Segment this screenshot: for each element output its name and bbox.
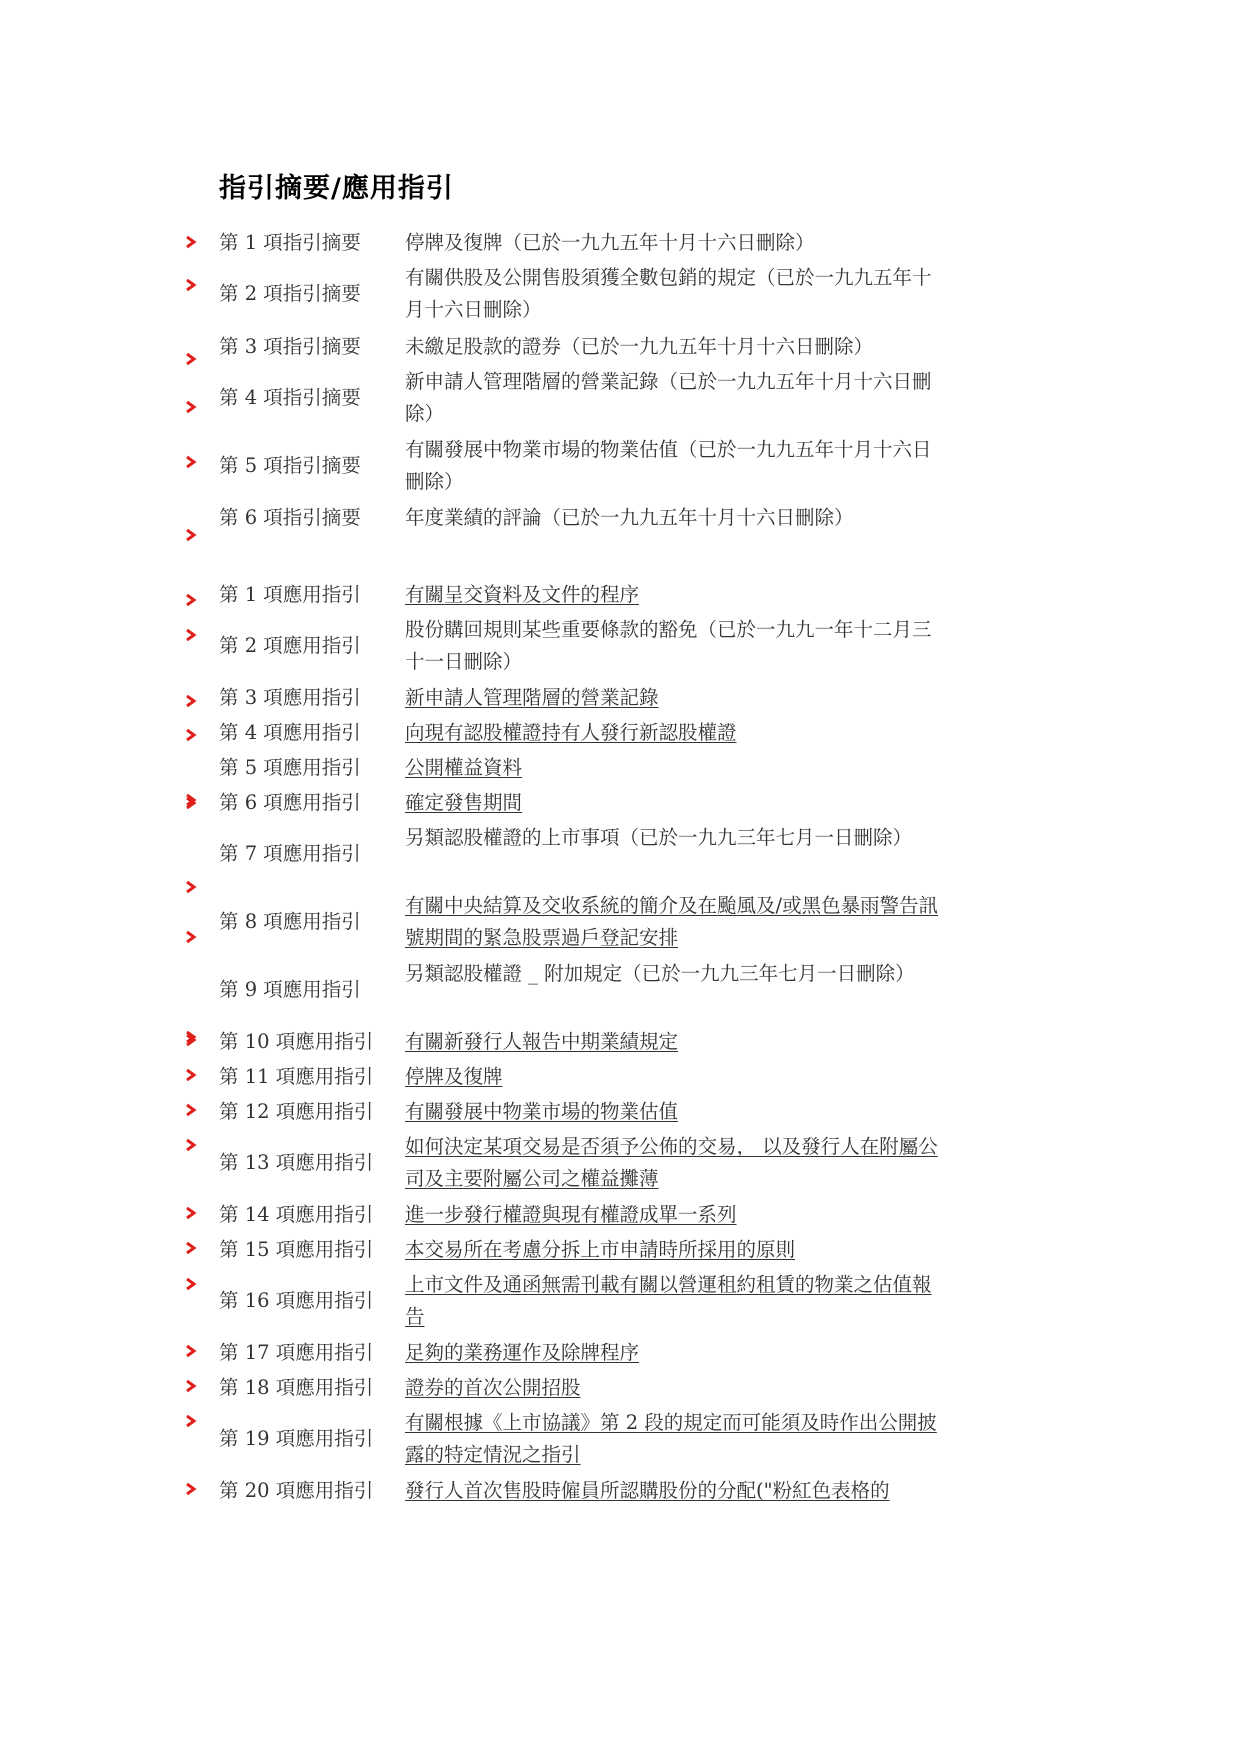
bullet-chevron-icon (184, 1206, 198, 1220)
item-description: 有關供股及公開售股須獲全數包銷的規定（已於一九九五年十月十六日刪除） (405, 266, 932, 321)
item-number: 第 6 項指引摘要 (219, 506, 361, 529)
item-link[interactable]: 新申請人管理階層的營業記錄 (405, 686, 659, 709)
bullet-chevron-icon (184, 1482, 198, 1496)
bullet-chevron-icon (184, 1379, 198, 1393)
item-description: 另類認股權證的上市事項（已於一九九三年七月一日刪除） (405, 826, 913, 849)
practice-note-row[interactable] (0, 752, 1241, 784)
item-number: 第 18 項應用指引 (219, 1376, 374, 1399)
practice-note-row[interactable] (0, 1061, 1241, 1093)
item-number: 第 2 項應用指引 (219, 634, 361, 657)
summary-row (0, 227, 1241, 259)
item-link[interactable]: 進一步發行權證與現有權證成單一系列 (405, 1203, 737, 1226)
practice-note-row (0, 822, 1241, 886)
item-number: 第 9 項應用指引 (219, 978, 361, 1001)
item-number: 第 5 項應用指引 (219, 756, 361, 779)
practice-note-row[interactable] (0, 1372, 1241, 1404)
bullet-chevron-icon (184, 400, 198, 414)
item-description: 另類認股權證 _ 附加規定（已於一九九三年七月一日刪除） (405, 962, 915, 985)
item-number: 第 17 項應用指引 (219, 1341, 374, 1364)
item-number: 第 11 項應用指引 (219, 1065, 374, 1088)
item-link[interactable]: 發行人首次售股時僱員所認購股份的分配("粉紅色表格的 (405, 1479, 890, 1502)
bullet-chevron-icon (184, 796, 198, 810)
item-link[interactable]: 有關呈交資料及文件的程序 (405, 583, 640, 606)
bullet-chevron-icon (184, 1033, 198, 1047)
bullet-chevron-icon (184, 1414, 198, 1428)
item-link[interactable]: 足夠的業務運作及除牌程序 (405, 1341, 640, 1364)
item-number: 第 14 項應用指引 (219, 1203, 374, 1226)
summary-row (0, 262, 1241, 326)
item-number: 第 2 項指引摘要 (219, 282, 361, 305)
item-number: 第 8 項應用指引 (219, 910, 361, 933)
practice-note-row[interactable] (0, 1269, 1241, 1333)
item-link[interactable]: 有關根據《上市協議》第 2 段的規定而可能須及時作出公開披露的特定情況之指引 (405, 1411, 937, 1466)
practice-note-row (0, 614, 1241, 678)
item-number: 第 1 項指引摘要 (219, 231, 361, 254)
practice-note-row[interactable] (0, 787, 1241, 819)
item-number: 第 20 項應用指引 (219, 1479, 374, 1502)
item-link[interactable]: 如何決定某項交易是否須予公佈的交易， 以及發行人在附屬公司及主要附屬公司之權益攤薄 (405, 1135, 938, 1190)
bullet-chevron-icon (184, 1138, 198, 1152)
item-link[interactable]: 向現有認股權證持有人發行新認股權證 (405, 721, 737, 744)
bullet-chevron-icon (184, 1103, 198, 1117)
bullet-chevron-icon (184, 528, 198, 542)
item-description: 有關發展中物業市場的物業估值（已於一九九五年十月十六日刪除） (405, 438, 932, 493)
item-number: 第 6 項應用指引 (219, 791, 361, 814)
bullet-chevron-icon (184, 352, 198, 366)
item-number: 第 4 項應用指引 (219, 721, 361, 744)
item-description: 年度業績的評論（已於一九九五年十月十六日刪除） (405, 506, 854, 529)
item-link[interactable]: 停牌及復牌 (405, 1065, 503, 1088)
item-description: 股份購回規則某些重要條款的豁免（已於一九九一年十二月三十一日刪除） (405, 618, 932, 673)
bullet-chevron-icon (184, 235, 198, 249)
bullet-chevron-icon (184, 1277, 198, 1291)
item-number: 第 3 項指引摘要 (219, 335, 361, 358)
bullet-chevron-icon (184, 1241, 198, 1255)
item-description: 停牌及復牌（已於一九九五年十月十六日刪除） (405, 231, 815, 254)
item-link[interactable]: 確定發售期間 (405, 791, 523, 814)
item-number: 第 15 項應用指引 (219, 1238, 374, 1261)
item-number: 第 7 項應用指引 (219, 842, 361, 865)
item-number: 第 5 項指引摘要 (219, 454, 361, 477)
item-description: 未繳足股款的證券（已於一九九五年十月十六日刪除） (405, 335, 874, 358)
bullet-chevron-icon (184, 1344, 198, 1358)
item-link[interactable]: 有關中央結算及交收系統的簡介及在颱風及/或黑色暴雨警告訊號期間的緊急股票過戶登記安排 (405, 894, 939, 949)
practice-note-row[interactable] (0, 890, 1241, 954)
item-link[interactable]: 有關發展中物業市場的物業估值 (405, 1100, 679, 1123)
item-number: 第 1 項應用指引 (219, 583, 361, 606)
summary-row (0, 434, 1241, 498)
bullet-chevron-icon (184, 455, 198, 469)
summary-row (0, 502, 1241, 534)
bullet-chevron-icon (184, 930, 198, 944)
practice-note-row[interactable] (0, 682, 1241, 714)
item-link[interactable]: 有關新發行人報告中期業績規定 (405, 1030, 679, 1053)
practice-note-row[interactable] (0, 1407, 1241, 1471)
practice-note-row[interactable] (0, 1096, 1241, 1128)
practice-note-row[interactable] (0, 1131, 1241, 1195)
item-number: 第 19 項應用指引 (219, 1427, 374, 1450)
practice-note-row (0, 958, 1241, 1022)
item-link[interactable]: 上市文件及通函無需刊載有關以營運租約租賃的物業之估值報告 (405, 1273, 932, 1328)
summary-row (0, 331, 1241, 363)
practice-note-row[interactable] (0, 1026, 1241, 1058)
page-title: 指引摘要/應用指引 (219, 173, 454, 204)
bullet-chevron-icon (184, 728, 198, 742)
summary-row (0, 366, 1241, 430)
item-number: 第 12 項應用指引 (219, 1100, 374, 1123)
practice-note-row[interactable] (0, 579, 1241, 611)
item-link[interactable]: 公開權益資料 (405, 756, 523, 779)
item-link[interactable]: 證券的首次公開招股 (405, 1376, 581, 1399)
practice-note-row[interactable] (0, 1475, 1241, 1507)
practice-note-row[interactable] (0, 1234, 1241, 1266)
practice-note-row[interactable] (0, 1199, 1241, 1231)
bullet-chevron-icon (184, 694, 198, 708)
item-number: 第 3 項應用指引 (219, 686, 361, 709)
bullet-chevron-icon (184, 278, 198, 292)
bullet-chevron-icon (184, 1068, 198, 1082)
bullet-chevron-icon (184, 628, 198, 642)
item-link[interactable]: 本交易所在考慮分拆上市申請時所採用的原則 (405, 1238, 796, 1261)
bullet-chevron-icon (184, 593, 198, 607)
practice-note-row[interactable] (0, 1337, 1241, 1369)
item-number: 第 10 項應用指引 (219, 1030, 374, 1053)
item-description: 新申請人管理階層的營業記錄（已於一九九五年十月十六日刪除） (405, 370, 932, 425)
practice-note-row[interactable] (0, 717, 1241, 749)
item-number: 第 16 項應用指引 (219, 1289, 374, 1312)
item-number: 第 13 項應用指引 (219, 1151, 374, 1174)
item-number: 第 4 項指引摘要 (219, 386, 361, 409)
